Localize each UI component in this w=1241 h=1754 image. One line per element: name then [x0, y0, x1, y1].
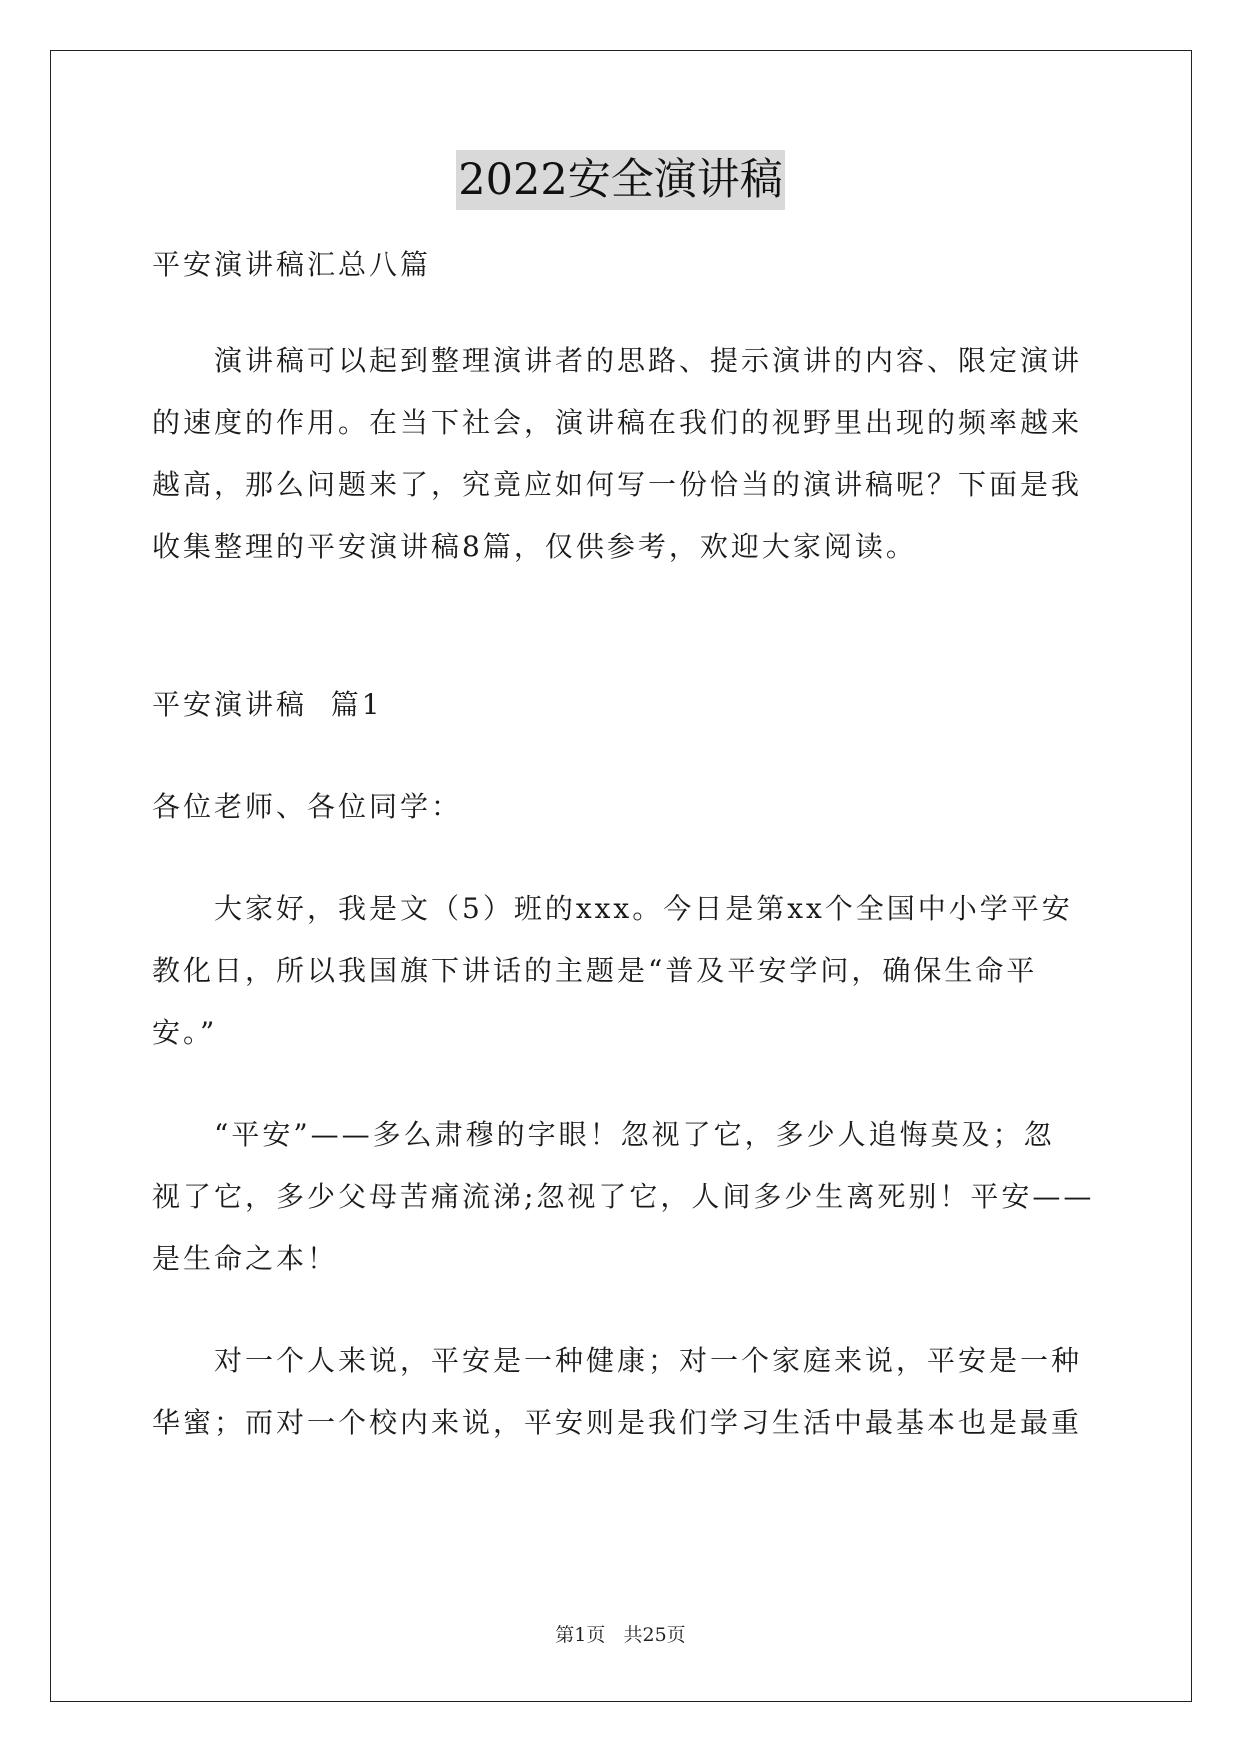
intro-line: 收集整理的平安演讲稿8篇，仅供参考，欢迎大家阅读。 [152, 530, 917, 563]
paragraph-line: 教化日，所以我国旗下讲话的主题是“普及平安学问，确保生命平 [152, 954, 1038, 987]
page-number-label: 第1页 共25页 [555, 1624, 686, 1646]
salutation: 各位老师、各位同学： [152, 790, 463, 823]
paragraph-line: 是生命之本！ [152, 1242, 339, 1275]
document-subtitle: 平安演讲稿汇总八篇 [152, 248, 432, 281]
intro-line: 演讲稿可以起到整理演讲者的思路、提示演讲的内容、限定演讲 [214, 344, 1083, 377]
section-heading: 平安演讲稿 篇1 [152, 688, 383, 721]
intro-line: 的速度的作用。在当下社会，演讲稿在我们的视野里出现的频率越来 [152, 406, 1083, 439]
page-footer [0, 1620, 1241, 1647]
paragraph-line: 视了它，多少父母苦痛流涕;忽视了它，人间多少生离死别！平安—— [152, 1180, 1095, 1213]
paragraph-line: “平安”——多么肃穆的字眼！忽视了它，多少人追悔莫及；忽 [214, 1118, 1055, 1151]
document-body [152, 234, 1095, 1454]
paragraph-line: 大家好，我是文（5）班的xxx。今日是第xx个全国中小学平安 [214, 892, 1073, 925]
title-container [0, 150, 1241, 210]
paragraph-line: 对一个人来说，平安是一种健康；对一个家庭来说，平安是一种 [214, 1344, 1083, 1377]
paragraph-line: 华蜜；而对一个校内来说，平安则是我们学习生活中最基本也是最重 [152, 1406, 1083, 1439]
document-title: 2022安全演讲稿 [456, 150, 784, 210]
paragraph-line: 安。” [152, 1016, 218, 1049]
intro-line: 越高，那么问题来了，究竟应如何写一份恰当的演讲稿呢？下面是我 [152, 468, 1083, 501]
